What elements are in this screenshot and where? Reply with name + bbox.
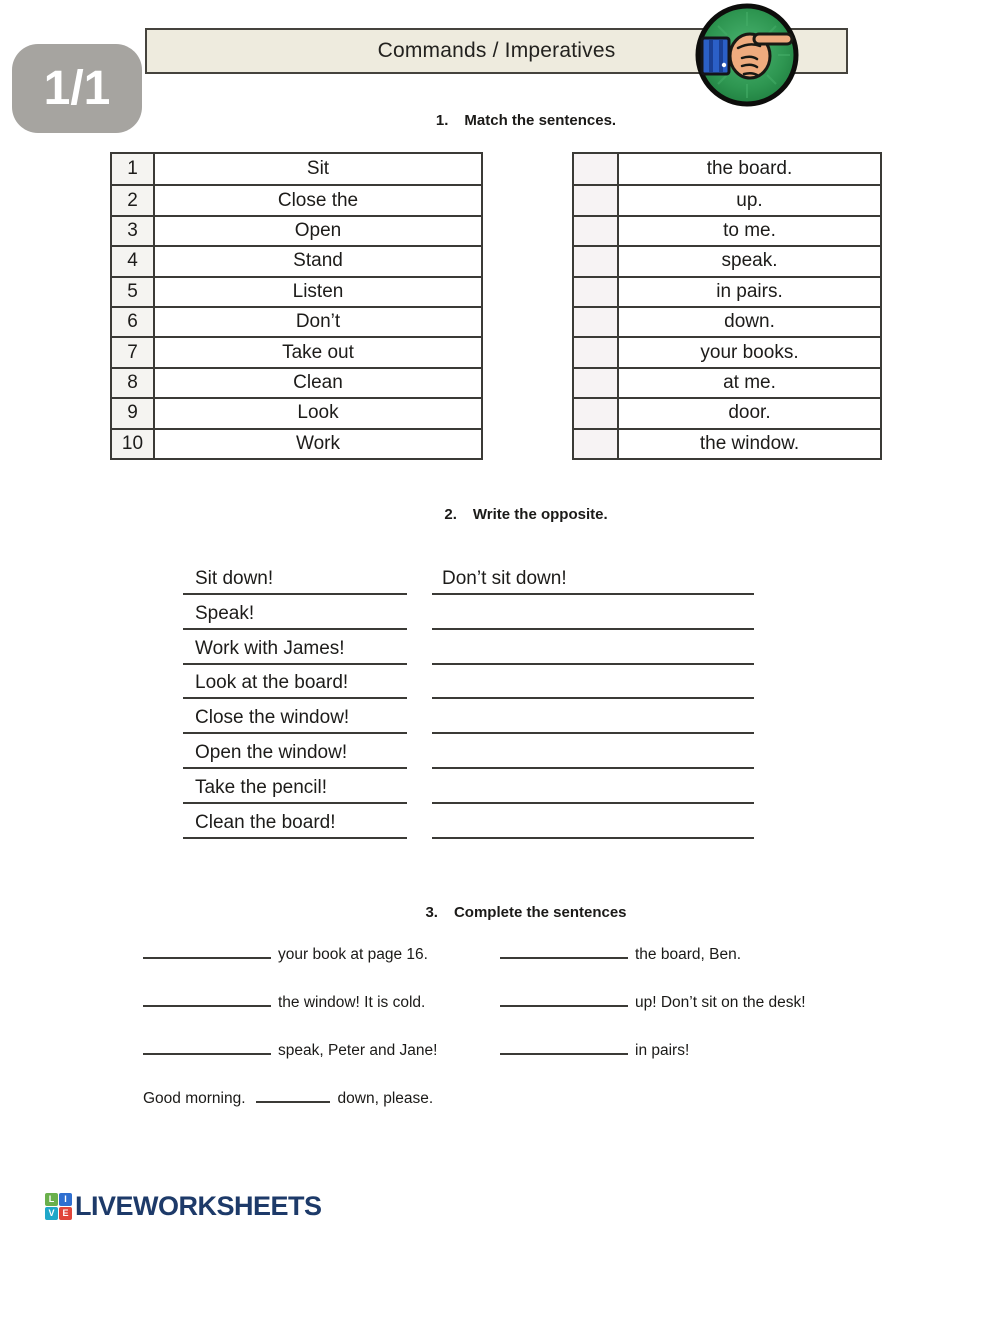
match-ending-cell: to me. — [619, 215, 880, 245]
opposite-answer-line[interactable] — [432, 731, 754, 769]
match-phrase-cell: Take out — [155, 336, 481, 366]
liveworksheets-logo-text: LIVEWORKSHEETS — [75, 1191, 322, 1221]
opposite-answer-line[interactable] — [432, 627, 754, 665]
match-number-cell: 4 — [112, 245, 155, 275]
match-table-left — [110, 152, 483, 460]
exercise1-title: Match the sentences. — [464, 112, 617, 129]
match-phrase-cell: Listen — [155, 276, 481, 306]
fill-blank[interactable] — [143, 1041, 271, 1055]
match-number-cell: 1 — [112, 154, 155, 184]
match-phrase-cell: Clean — [155, 367, 481, 397]
opposite-answer-line[interactable] — [432, 592, 754, 630]
match-phrase-cell: Stand — [155, 245, 481, 275]
exercise3-title: Complete the sentences — [453, 904, 627, 921]
logo-tile-e: E — [59, 1207, 72, 1220]
match-ending-cell: door. — [619, 397, 880, 427]
exercise3-number: 3. — [425, 904, 438, 921]
fill-blank[interactable] — [143, 993, 271, 1007]
exercise2-heading — [70, 506, 982, 523]
logo-tile-v: V — [45, 1207, 58, 1220]
match-ending-cell: down. — [619, 306, 880, 336]
match-table-right — [572, 152, 882, 460]
match-ending-cell: your books. — [619, 336, 880, 366]
match-number-cell: 10 — [112, 428, 155, 458]
match-phrase-cell: Don’t — [155, 306, 481, 336]
complete-sentence-row — [143, 945, 428, 964]
exercise2-title: Write the opposite. — [472, 506, 608, 523]
match-answer-box[interactable] — [574, 428, 619, 458]
match-phrase-cell: Sit — [306, 158, 330, 180]
opposite-prompt: Work with James! — [183, 627, 407, 665]
opposite-prompt: Take the pencil! — [183, 766, 407, 804]
match-ending-cell: in pairs. — [619, 276, 880, 306]
match-ending-cell: up. — [619, 184, 880, 214]
sentence-ending: speak, Peter and Jane! — [278, 1042, 438, 1059]
match-answer-box[interactable] — [574, 336, 619, 366]
match-number-cell: 2 — [112, 184, 155, 214]
exercise1-number: 1. — [435, 112, 449, 129]
match-answer-box[interactable] — [574, 154, 619, 184]
match-ending-cell: the window. — [619, 428, 880, 458]
complete-sentence-row — [500, 993, 806, 1012]
match-number-cell: 3 — [112, 215, 155, 245]
page-indicator-badge: 1/1 — [12, 44, 142, 133]
fill-blank[interactable] — [256, 1089, 330, 1103]
match-answer-box[interactable] — [574, 306, 619, 336]
sentence-ending: the board, Ben. — [635, 946, 741, 963]
match-answer-box[interactable] — [574, 397, 619, 427]
match-answer-box[interactable] — [574, 215, 619, 245]
sentence-ending: your book at page 16. — [278, 946, 428, 963]
match-phrase-cell: Look — [155, 397, 481, 427]
match-ending-cell: at me. — [619, 367, 880, 397]
match-answer-box[interactable] — [574, 367, 619, 397]
exercise1-heading — [70, 112, 982, 129]
opposite-answer-line[interactable] — [432, 766, 754, 804]
complete-sentence-row — [500, 945, 741, 964]
complete-sentence-row — [143, 1041, 437, 1060]
match-answer-box[interactable] — [574, 276, 619, 306]
fill-blank[interactable] — [500, 993, 628, 1007]
match-number-cell: 9 — [112, 397, 155, 427]
final-row-prefix: Good morning. — [143, 1090, 246, 1107]
sentence-ending: in pairs! — [635, 1042, 690, 1059]
match-phrase-cell: Work — [155, 428, 481, 458]
opposite-prompt: Close the window! — [183, 696, 407, 734]
logo-tile-i: I — [59, 1193, 72, 1206]
opposite-answer-line[interactable]: Don’t sit down! — [432, 557, 754, 595]
opposite-answer-line[interactable] — [432, 696, 754, 734]
opposite-prompt: Open the window! — [183, 731, 407, 769]
match-number-cell: 8 — [112, 367, 155, 397]
fill-blank[interactable] — [143, 945, 271, 959]
opposite-prompt: Sit down! — [183, 557, 407, 595]
match-answer-box[interactable] — [574, 245, 619, 275]
opposite-prompt: Speak! — [183, 592, 407, 630]
opposite-prompt: Clean the board! — [183, 801, 407, 839]
match-phrase-cell: Open — [155, 215, 481, 245]
fill-blank[interactable] — [500, 1041, 628, 1055]
match-number-cell: 7 — [112, 336, 155, 366]
exercise3-final-row — [143, 1089, 433, 1108]
liveworksheets-logo-icon — [45, 1193, 72, 1220]
pointing-hand-icon — [694, 2, 800, 108]
final-row-suffix: down, please. — [337, 1090, 434, 1107]
worksheet-title: Commands / Imperatives — [377, 39, 616, 62]
match-answer-box[interactable] — [574, 184, 619, 214]
logo-tile-l: L — [45, 1193, 58, 1206]
match-number-cell: 5 — [112, 276, 155, 306]
sentence-ending: the window! It is cold. — [278, 994, 426, 1011]
complete-sentence-row — [500, 1041, 689, 1060]
match-phrase-cell: Close the — [155, 184, 481, 214]
opposite-answer-line[interactable] — [432, 661, 754, 699]
match-ending-cell: the board. — [706, 158, 793, 180]
opposite-prompt: Look at the board! — [183, 661, 407, 699]
fill-blank[interactable] — [500, 945, 628, 959]
complete-sentence-row — [143, 993, 425, 1012]
liveworksheets-logo — [45, 1191, 322, 1222]
exercise2-number: 2. — [444, 506, 457, 523]
sentence-ending: up! Don’t sit on the desk! — [635, 994, 806, 1011]
match-ending-cell: speak. — [619, 245, 880, 275]
opposite-answer-line[interactable] — [432, 801, 754, 839]
exercise3-heading — [70, 904, 982, 921]
match-number-cell: 6 — [112, 306, 155, 336]
